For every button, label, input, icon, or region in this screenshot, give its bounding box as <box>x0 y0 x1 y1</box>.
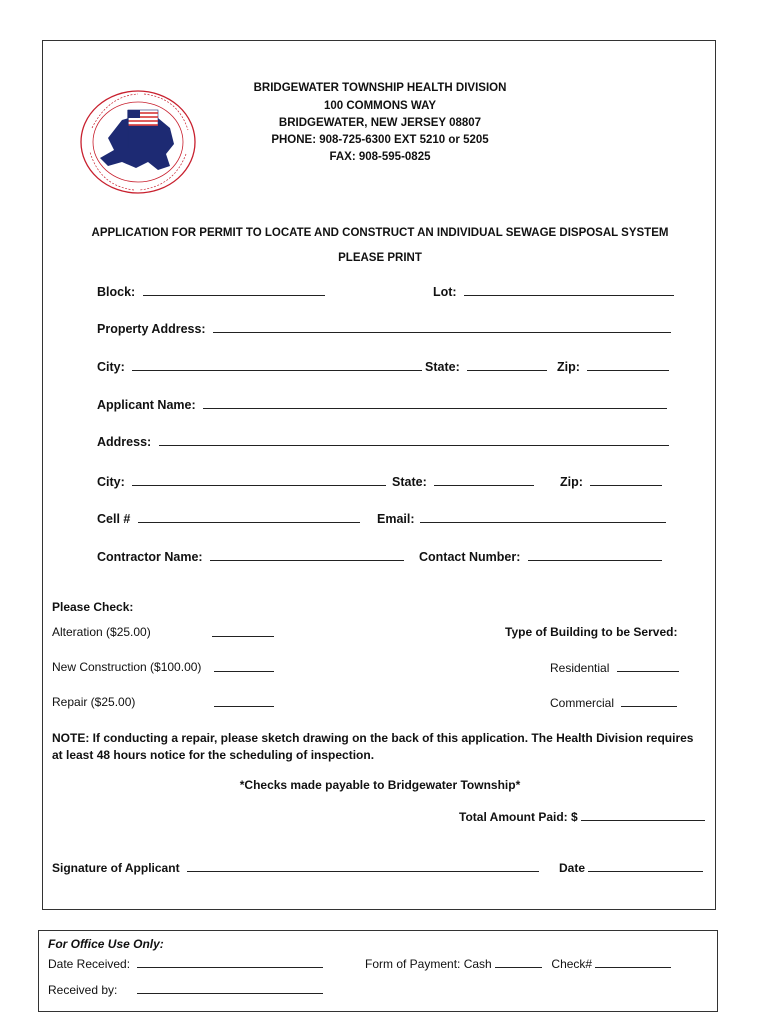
contractor-name-input[interactable] <box>210 549 404 561</box>
block-field <box>97 284 325 299</box>
applicant-name-label: Applicant Name: <box>97 398 196 412</box>
city-input-2[interactable] <box>132 474 386 486</box>
contact-number-field <box>419 549 662 564</box>
cell-label: Cell # <box>97 512 131 526</box>
city-label-2: City: <box>97 475 125 489</box>
date-field <box>559 860 703 875</box>
date-received-label: Date Received: <box>48 957 131 971</box>
state-field-2 <box>392 474 534 489</box>
zip-label-1: Zip: <box>557 360 580 374</box>
form-title: APPLICATION FOR PERMIT TO LOCATE AND CONSTRUCT AN INDIVIDUAL SEWAGE DISPOSAL SYSTEM <box>91 227 669 239</box>
address-label: Address: <box>97 435 152 449</box>
check-number-input[interactable] <box>595 956 671 968</box>
date-input[interactable] <box>588 860 703 872</box>
total-paid-label: Total Amount Paid: $ <box>459 810 578 824</box>
zip-input-2[interactable] <box>590 474 662 486</box>
header-fax: FAX: 908-595-0825 <box>329 151 431 163</box>
contact-number-label: Contact Number: <box>419 550 521 564</box>
signature-label: Signature of Applicant <box>52 861 180 875</box>
city-field-1 <box>97 359 422 374</box>
state-input-1[interactable] <box>467 359 547 371</box>
zip-label-2: Zip: <box>560 475 583 489</box>
received-by-label: Received by: <box>48 983 118 997</box>
state-input-2[interactable] <box>434 474 534 486</box>
property-address-field <box>97 321 671 336</box>
contractor-name-label: Contractor Name: <box>97 550 203 564</box>
building-type-heading: Type of Building to be Served: <box>505 625 678 639</box>
email-field <box>377 511 666 526</box>
total-paid-input[interactable] <box>581 809 705 821</box>
repair-note: NOTE: If conducting a repair, please sketch drawing on the back of this application. The Health Division requires at least 48 hours notice for the scheduling of inspection. <box>52 731 694 762</box>
lot-label: Lot: <box>433 285 457 299</box>
office-use-heading: For Office Use Only: <box>48 937 164 951</box>
form-subtitle: PLEASE PRINT <box>338 252 422 264</box>
repair-option-label: Repair ($25.00) <box>52 695 136 709</box>
cell-input[interactable] <box>138 511 360 523</box>
applicant-name-input[interactable] <box>203 397 667 409</box>
total-paid-field <box>459 809 705 824</box>
block-label: Block: <box>97 285 136 299</box>
zip-input-1[interactable] <box>587 359 669 371</box>
header-division-name: BRIDGEWATER TOWNSHIP HEALTH DIVISION <box>253 82 507 94</box>
commercial-check-line[interactable] <box>621 695 677 707</box>
address-input[interactable] <box>159 434 669 446</box>
header-street: 100 COMMONS WAY <box>323 100 437 112</box>
city-field-2 <box>97 474 386 489</box>
cell-field <box>97 511 360 526</box>
residential-label: Residential <box>550 661 610 675</box>
new-construction-option-label: New Construction ($100.00) <box>52 660 202 674</box>
commercial-field <box>550 695 677 710</box>
date-received-field <box>48 956 323 971</box>
form-of-payment-field <box>365 956 671 971</box>
email-label: Email: <box>377 512 415 526</box>
check-number-label: Check# <box>551 957 593 971</box>
email-input[interactable] <box>420 511 666 523</box>
received-by-field <box>48 982 323 997</box>
state-label-1: State: <box>425 360 460 374</box>
commercial-label: Commercial <box>550 696 615 710</box>
cash-input[interactable] <box>495 956 542 968</box>
address-field <box>97 434 669 449</box>
contractor-name-field <box>97 549 404 564</box>
header-phone: PHONE: 908-725-6300 EXT 5210 or 5205 <box>271 134 489 146</box>
received-by-input[interactable] <box>137 982 323 994</box>
lot-field <box>433 284 674 299</box>
property-address-label: Property Address: <box>97 322 206 336</box>
state-field-1 <box>425 359 547 374</box>
city-label-1: City: <box>97 360 125 374</box>
residential-field <box>550 660 679 675</box>
date-received-input[interactable] <box>137 956 323 968</box>
checks-payable-note: *Checks made payable to Bridgewater Township* <box>239 778 521 792</box>
applicant-name-field <box>97 397 667 412</box>
zip-field-1 <box>557 359 669 374</box>
please-check-heading: Please Check: <box>52 600 134 614</box>
residential-check-line[interactable] <box>617 660 679 672</box>
city-input-1[interactable] <box>132 359 422 371</box>
contact-number-input[interactable] <box>528 549 662 561</box>
alteration-check-line[interactable] <box>212 625 274 637</box>
form-of-payment-label: Form of Payment: Cash <box>365 957 492 971</box>
header-city-state: BRIDGEWATER, NEW JERSEY 08807 <box>278 117 482 129</box>
alteration-option-label: Alteration ($25.00) <box>52 625 151 639</box>
new-construction-check-line[interactable] <box>214 660 274 672</box>
signature-input[interactable] <box>187 860 539 872</box>
state-label-2: State: <box>392 475 427 489</box>
block-input[interactable] <box>143 284 325 296</box>
repair-check-line[interactable] <box>214 695 274 707</box>
date-label: Date <box>559 861 586 875</box>
lot-input[interactable] <box>464 284 674 296</box>
property-address-input[interactable] <box>213 321 671 333</box>
signature-field <box>52 860 539 875</box>
zip-field-2 <box>560 474 662 489</box>
